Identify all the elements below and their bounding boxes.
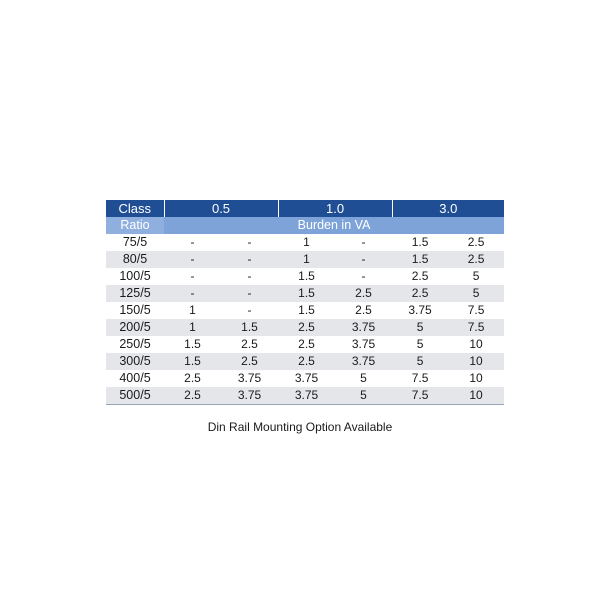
burden-cell: 5: [448, 285, 504, 302]
burden-cell: 2.5: [335, 285, 392, 302]
table-row: [106, 268, 504, 285]
burden-cell: 7.5: [448, 319, 504, 336]
burden-cell: 2.5: [278, 353, 335, 370]
burden-cell: 5: [392, 353, 448, 370]
burden-cell: 1.5: [221, 319, 278, 336]
burden-cell: 1: [303, 235, 310, 249]
burden-cell: 2.5: [298, 337, 315, 351]
burden-cell: 3.75: [335, 319, 392, 336]
ratio-cell: 150/5: [119, 303, 151, 317]
burden-cell: 7.5: [411, 371, 429, 385]
class-1-0: 1.0: [278, 200, 392, 217]
burden-cell: 3.75: [335, 353, 392, 370]
burden-cell: 2.5: [411, 269, 429, 283]
burden-cell: 2.5: [184, 371, 201, 385]
burden-cell: 2.5: [241, 337, 258, 351]
burden-cell: 3.75: [278, 387, 335, 405]
burden-cell: 2.5: [164, 387, 221, 405]
ratio-cell: 125/5: [106, 285, 164, 302]
table-row: [106, 251, 504, 268]
burden-cell: 5: [392, 319, 448, 336]
burden-cell: 5: [416, 337, 424, 351]
ratio-cell: 400/5: [119, 371, 151, 385]
ratio-cell: 500/5: [106, 387, 164, 405]
burden-cell: 10: [448, 353, 504, 370]
burden-cell: -: [164, 285, 221, 302]
ratio-cell: 100/5: [119, 269, 151, 283]
table-row: [106, 285, 504, 302]
burden-cell: 1.5: [278, 285, 335, 302]
class-3-0: 3.0: [392, 200, 504, 217]
table-row: [106, 353, 504, 370]
burden-cell: 10: [469, 337, 483, 351]
burden-cell: 3.75: [408, 303, 432, 317]
burden-cell: -: [247, 303, 252, 317]
burden-cell: 10: [448, 387, 504, 405]
burden-label: Burden in VA: [164, 217, 504, 234]
table-row: [106, 370, 504, 387]
burden-cell: 1.5: [298, 269, 315, 283]
burden-cell: 7.5: [392, 387, 448, 405]
burden-cell: 5: [360, 371, 367, 385]
table-row: [106, 387, 504, 405]
burden-cell: 3.75: [221, 387, 278, 405]
burden-cell: -: [361, 269, 366, 283]
burden-cell: 3.75: [237, 371, 262, 385]
burden-cell: 1: [278, 251, 335, 268]
burden-cell: 1: [189, 303, 196, 317]
burden-cell: 2.5: [392, 285, 448, 302]
burden-cell: 10: [469, 371, 483, 385]
burden-cell: 5: [472, 269, 480, 283]
burden-table: [106, 200, 504, 405]
ratio-cell: 75/5: [122, 235, 148, 249]
class-header-row: [106, 200, 504, 217]
table-row: [106, 336, 504, 353]
class-label: Class: [106, 200, 164, 217]
ratio-cell: 80/5: [106, 251, 164, 268]
burden-cell: -: [190, 235, 195, 249]
burden-cell: 2.5: [355, 303, 372, 317]
burden-cell: -: [247, 269, 252, 283]
burden-cell: -: [247, 235, 252, 249]
burden-cell: -: [221, 285, 278, 302]
burden-cell: -: [335, 251, 392, 268]
ratio-cell: 200/5: [106, 319, 164, 336]
burden-cell: 1.5: [164, 353, 221, 370]
burden-cell: 3.75: [294, 371, 319, 385]
table-row: [106, 319, 504, 336]
burden-cell: 1.5: [392, 251, 448, 268]
burden-cell: 2.5: [278, 319, 335, 336]
burden-cell: 1.5: [184, 337, 201, 351]
burden-cell: 1.5: [298, 303, 315, 317]
ratio-cell: 300/5: [106, 353, 164, 370]
burden-cell: 5: [335, 387, 392, 405]
burden-cell: -: [164, 251, 221, 268]
burden-cell: 1: [164, 319, 221, 336]
table-row: [106, 302, 504, 319]
burden-cell: -: [190, 269, 195, 283]
class-0-5: 0.5: [164, 200, 278, 217]
burden-cell: 7.5: [467, 303, 485, 317]
burden-cell: 2.5: [221, 353, 278, 370]
din-rail-note: Din Rail Mounting Option Available: [207, 420, 393, 434]
burden-cell: 2.5: [467, 235, 485, 249]
table-body: [106, 234, 504, 405]
ratio-label: Ratio: [106, 217, 164, 234]
ratio-header-row: [106, 217, 504, 234]
burden-cell: 2.5: [448, 251, 504, 268]
ratio-cell: 250/5: [119, 337, 151, 351]
burden-cell: -: [361, 235, 366, 249]
burden-cell: 3.75: [351, 337, 376, 351]
table-row: [106, 234, 504, 251]
burden-cell: 1.5: [411, 235, 429, 249]
burden-cell: -: [221, 251, 278, 268]
